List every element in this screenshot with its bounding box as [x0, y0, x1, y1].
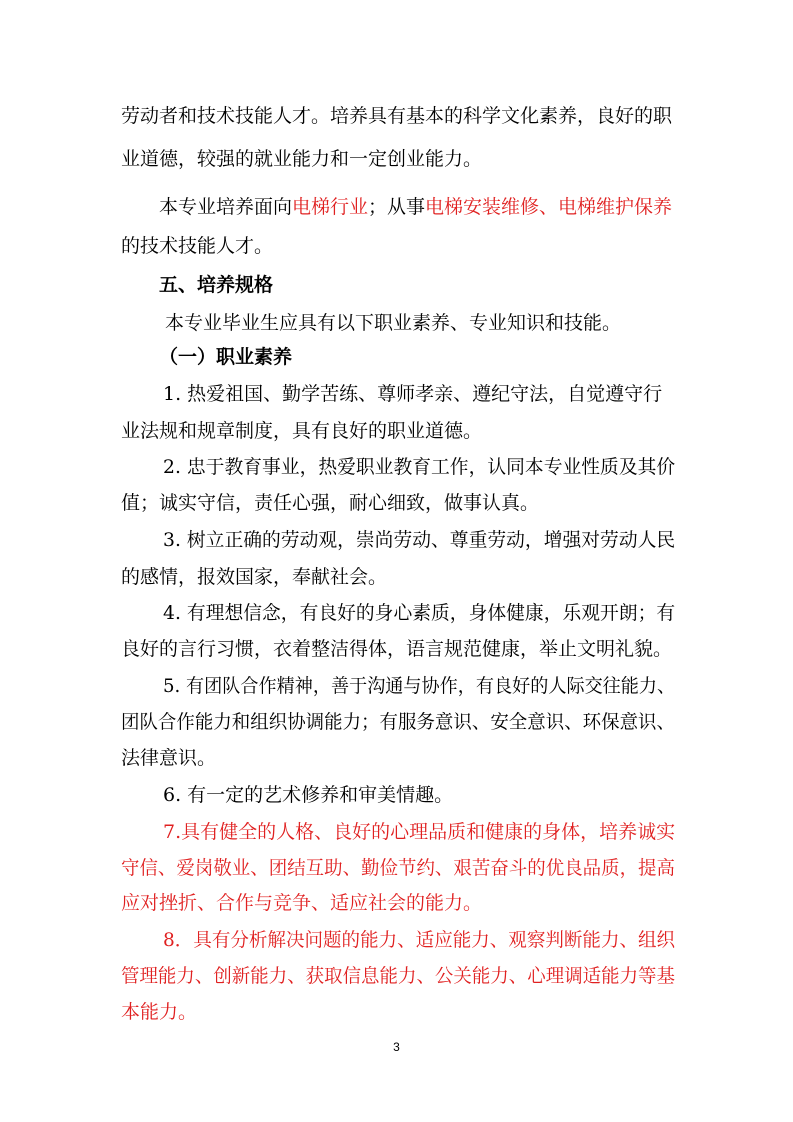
item-8-line-3: 本能力。: [121, 1001, 198, 1023]
item-5-line-3: 法律意识。: [121, 747, 217, 769]
orientation-prefix: 本专业培养面向: [159, 196, 293, 218]
orientation-middle: ；从事: [368, 196, 426, 218]
item-4-line-1: 4. 有理想信念，有良好的身心素质，身体健康，乐观开朗；有: [163, 602, 676, 624]
item-8-line-2: 管理能力、创新能力、获取信息能力、公关能力、心理调适能力等基: [121, 965, 675, 987]
item-1-line-2: 业法规和规章制度，具有良好的职业道德。: [121, 420, 483, 442]
section-heading: 五、培养规格: [159, 274, 274, 296]
intro-line-2: 业道德，较强的就业能力和一定创业能力。: [121, 148, 483, 170]
item-7-line-3: 应对挫折、合作与竞争、适应社会的能力。: [121, 892, 483, 914]
intro-line-1: 劳动者和技术技能人才。培养具有基本的科学文化素养，良好的职: [121, 105, 673, 127]
item-4-line-2: 良好的言行习惯，衣着整洁得体，语言规范健康，举止文明礼貌。: [121, 638, 673, 660]
item-3-line-1: 3. 树立正确的劳动观，崇尚劳动、尊重劳动，增强对劳动人民: [163, 529, 676, 551]
item-1-line-1: 1. 热爱祖国、勤学苦练、尊师孝亲、遵纪守法，自觉遵守行: [163, 383, 663, 405]
sub-heading: （一）职业素养: [159, 346, 293, 368]
orientation-industry: 电梯行业: [292, 196, 369, 218]
item-2-line-2: 值；诚实守信，责任心强，耐心细致，做事认真。: [121, 492, 540, 514]
page-number: 3: [393, 1040, 400, 1054]
item-5-line-1: 5. 有团队合作精神，善于沟通与协作，有良好的人际交往能力、: [163, 675, 676, 697]
item-8-line-1: 8．具有分析解决问题的能力、适应能力、观察判断能力、组织: [163, 929, 676, 951]
item-7-line-2: 守信、爱岗敬业、团结互助、勤俭节约、艰苦奋斗的优良品质，提高: [121, 857, 675, 879]
item-7-line-1: 7.具有健全的人格、良好的心理品质和健康的身体，培养诚实: [163, 821, 676, 843]
orientation-suffix: 的技术技能人才。: [121, 235, 274, 257]
item-6-line-1: 6. 有一定的艺术修养和审美情趣。: [163, 784, 454, 806]
orientation-jobs: 电梯安装维修、电梯维护保养: [425, 196, 673, 218]
item-3-line-2: 的感情，报效国家，奉献社会。: [121, 566, 388, 588]
orientation-line: [159, 195, 672, 219]
section-lead: 本专业毕业生应具有以下职业素养、专业知识和技能。: [165, 312, 622, 334]
item-5-line-2: 团队合作能力和组织协调能力；有服务意识、安全意识、环保意识、: [121, 711, 675, 733]
item-2-line-1: 2. 忠于教育事业，热爱职业教育工作，认同本专业性质及其价: [163, 456, 676, 478]
